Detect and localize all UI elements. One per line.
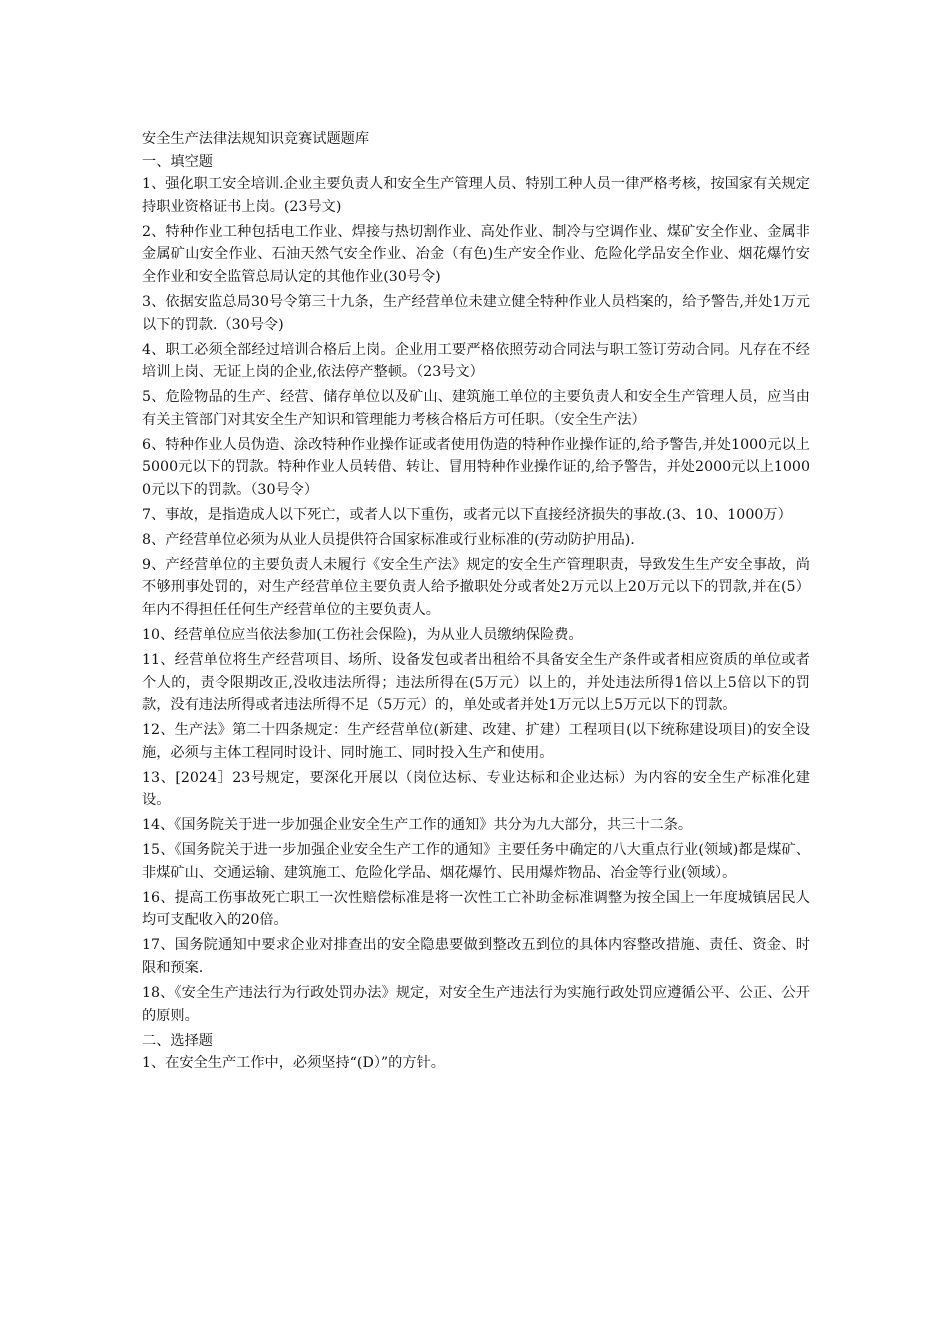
question-item: 3、依据安监总局30号令第三十九条，生产经营单位未建立健全特种作业人员档案的，给予警告,并处1万元以下的罚款.（30号令) xyxy=(142,293,810,333)
question-item: 17、国务院通知中要求企业对排查出的安全隐患要做到整改五到位的具体内容整改措施、责任、资金、时限和预案. xyxy=(142,937,810,977)
question-item: 6、特种作业人员伪造、涂改特种作业操作证或者使用伪造的特种作业操作证的,给予警告,并处1000元以上5000元以下的罚款。特种作业人员转借、转让、冒用特种作业操作证的,给予警告，并处2000元以上10000元以下的罚款。（30号令） xyxy=(142,436,810,498)
document-page xyxy=(142,128,810,1077)
document-title: 安全生产法律法规知识竞赛试题题库 xyxy=(142,131,370,147)
question-item: 14、《国务院关于进一步加强企业安全生产工作的通知》共分为九大部分，共三十二条。 xyxy=(142,817,693,834)
question-item: 2、特种作业工种包括电工作业、焊接与热切割作业、高处作业、制冷与空调作业、煤矿安全作业、金属非金属矿山安全作业、石油天然气安全作业、冶金（有色)生产安全作业、危险化学品安全作业、烟花爆竹安全作业和安全监管总局认定的其他作业(30号令) xyxy=(142,223,810,285)
question-item: 15、《国务院关于进一步加强企业安全生产工作的通知》主要任务中确定的八大重点行业(领域)都是煤矿、非煤矿山、交通运输、建筑施工、危险化学品、烟花爆竹、民用爆炸物品、冶金等行业(领域）。 xyxy=(142,842,810,881)
question-item: 1、强化职工安全培训.企业主要负责人和安全生产管理人员、特别工种人员一律严格考核，按国家有关规定持职业资格证书上岗。(23号文) xyxy=(142,176,810,215)
question-item: 11、经营单位将生产经营项目、场所、设备发包或者出租给不具备安全生产条件或者相应资质的单位或者个人的，责令限期改正,没收违法所得；违法所得在(5万元）以上的，并处违法所得1倍以上5倍以下的罚款，没有违法所得或者违法所得不足（5万元）的，单处或者并处1万元以上5万元以下的罚款。 xyxy=(142,651,810,714)
question-item: 7、事故，是指造成人以下死亡，或者人以下重伤，或者元以下直接经济损失的事故.(3、10、1000万） xyxy=(142,506,792,523)
section-heading-choice: 二、选择题 xyxy=(142,1032,213,1049)
section-heading-fill-in: 一、填空题 xyxy=(142,153,213,170)
question-item: 16、提高工伤事故死亡职工一次性赔偿标准是将一次性工亡补助金标准调整为按全国上一年度城镇居民人均可支配收入的20倍。 xyxy=(142,889,810,929)
question-item: 10、经营单位应当依法参加(工伤社会保险)，为从业人员缴纳保险费。 xyxy=(142,626,583,643)
question-item: 13、[2024］23号规定，要深化开展以（岗位达标、专业达标和企业达标）为内容的安全生产标准化建设。 xyxy=(142,769,810,809)
question-item: 4、职工必须全部经过培训合格后上岗。企业用工要严格依照劳动合同法与职工签订劳动合同。凡存在不经培训上岗、无证上岗的企业,依法停产整顿。（23号文） xyxy=(142,341,810,381)
question-item: 18、《安全生产违法行为行政处罚办法》规定，对安全生产违法行为实施行政处罚应遵循公平、公正、公开的原则。 xyxy=(142,985,810,1024)
question-item: 8、产经营单位必须为从业人员提供符合国家标准或行业标准的(劳动防护用品). xyxy=(142,531,635,548)
choice-item: 1、在安全生产工作中，必须坚持“(D）”的方针。 xyxy=(142,1055,445,1072)
question-item: 5、危险物品的生产、经营、储存单位以及矿山、建筑施工单位的主要负责人和安全生产管理人员，应当由有关主管部门对其安全生产知识和管理能力考核合格后方可任职。（安全生产法） xyxy=(142,389,810,428)
question-item: 9、产经营单位的主要负责人未履行《安全生产法》规定的安全生产管理职责，导致发生生产安全事故，尚不够刑事处罚的，对生产经营单位主要负责人给予撤职处分或者处2万元以上20万元以下的罚款,并在(5）年内不得担任任何生产经营单位的主要负责人。 xyxy=(142,556,810,618)
question-item: 12、生产法》第二十四条规定：生产经营单位(新建、改建、扩建）工程项目(以下统称建设项目)的安全设施，必须与主体工程同时设计、同时施工、同时投入生产和使用。 xyxy=(142,722,810,761)
